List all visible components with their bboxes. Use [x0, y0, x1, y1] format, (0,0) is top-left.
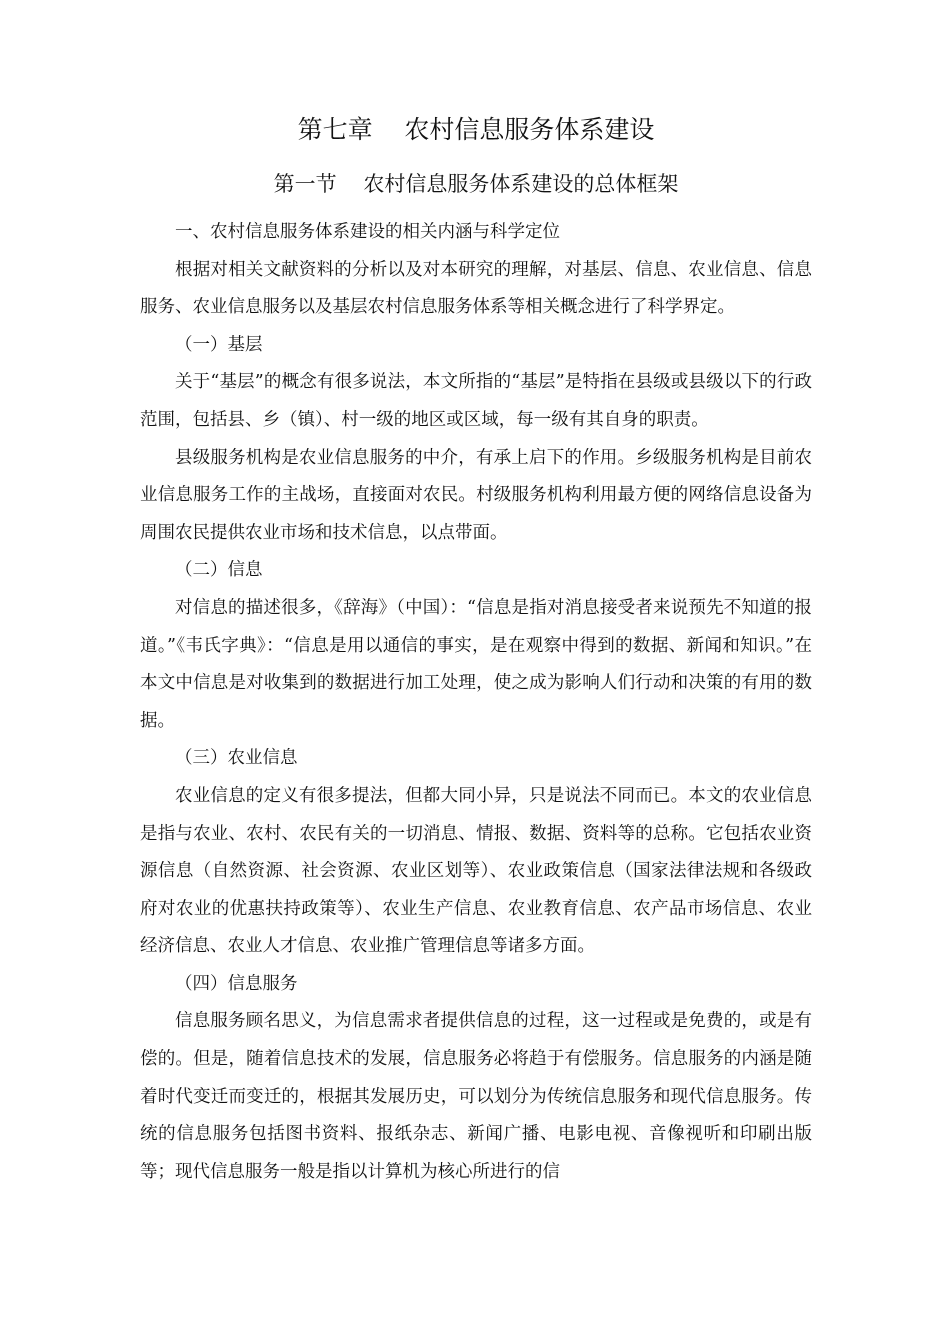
heading-1: 一、农村信息服务体系建设的相关内涵与科学定位: [175, 222, 560, 242]
section-title: 第一节 农村信息服务体系建设的总体框架: [273, 172, 679, 196]
subheading-grassroots: （一）基层: [175, 334, 263, 355]
body-text: [140, 214, 812, 1191]
subheading-information: （二）信息: [175, 560, 263, 581]
paragraph-intro: 根据对相关文献资料的分析以及对本研究的理解，对基层、信息、农业信息、信息服务、农业信息服务以及基层农村信息服务体系等相关概念进行了科学界定。: [140, 259, 812, 318]
subheading-information-service: （四）信息服务: [175, 973, 298, 994]
document-page: [140, 0, 812, 1344]
chapter-title: 第七章 农村信息服务体系建设: [297, 115, 655, 144]
paragraph-information: 对信息的描述很多，《辞海》（中国）：“信息是指对消息接受者来说预先不知道的报道。”《韦氏字典》：“信息是用以通信的事实，是在观察中得到的数据、新闻和知识。”在本文中信息是对收集到的数据进行加工处理，使之成为影响人们行动和决策的有用的数据。: [140, 597, 812, 731]
paragraph-grassroots-2: 县级服务机构是农业信息服务的中介，有承上启下的作用。乡级服务机构是目前农业信息服务工作的主战场，直接面对农民。村级服务机构利用最方便的网络信息设备为周围农民提供农业市场和技术信息，以点带面。: [140, 447, 812, 543]
subheading-agri-information: （三）农业信息: [175, 748, 298, 769]
paragraph-agri-information: 农业信息的定义有很多提法，但都大同小异，只是说法不同而已。本文的农业信息是指与农业、农村、农民有关的一切消息、情报、数据、资料等的总称。它包括农业资源信息（自然资源、社会资源、农业区划等）、农业政策信息（国家法律法规和各级政府对农业的优惠扶持政策等）、农业生产信息、农业教育信息、农产品市场信息、农业经济信息、农业人才信息、农业推广管理信息等诸多方面。: [140, 785, 812, 957]
paragraph-information-service: 信息服务顾名思义，为信息需求者提供信息的过程，这一过程或是免费的，或是有偿的。但是，随着信息技术的发展，信息服务必将趋于有偿服务。信息服务的内涵是随着时代变迁而变迁的，根据其发展历史，可以划分为传统信息服务和现代信息服务。传统的信息服务包括图书资料、报纸杂志、新闻广播、电影电视、音像视听和印刷出版等；现代信息服务一般是指以计算机为核心所进行的信: [140, 1011, 812, 1182]
paragraph-grassroots-1: 关于“基层”的概念有很多说法，本文所指的“基层”是特指在县级或县级以下的行政范围，包括县、乡（镇）、村一级的地区或区域，每一级有其自身的职责。: [140, 372, 812, 430]
